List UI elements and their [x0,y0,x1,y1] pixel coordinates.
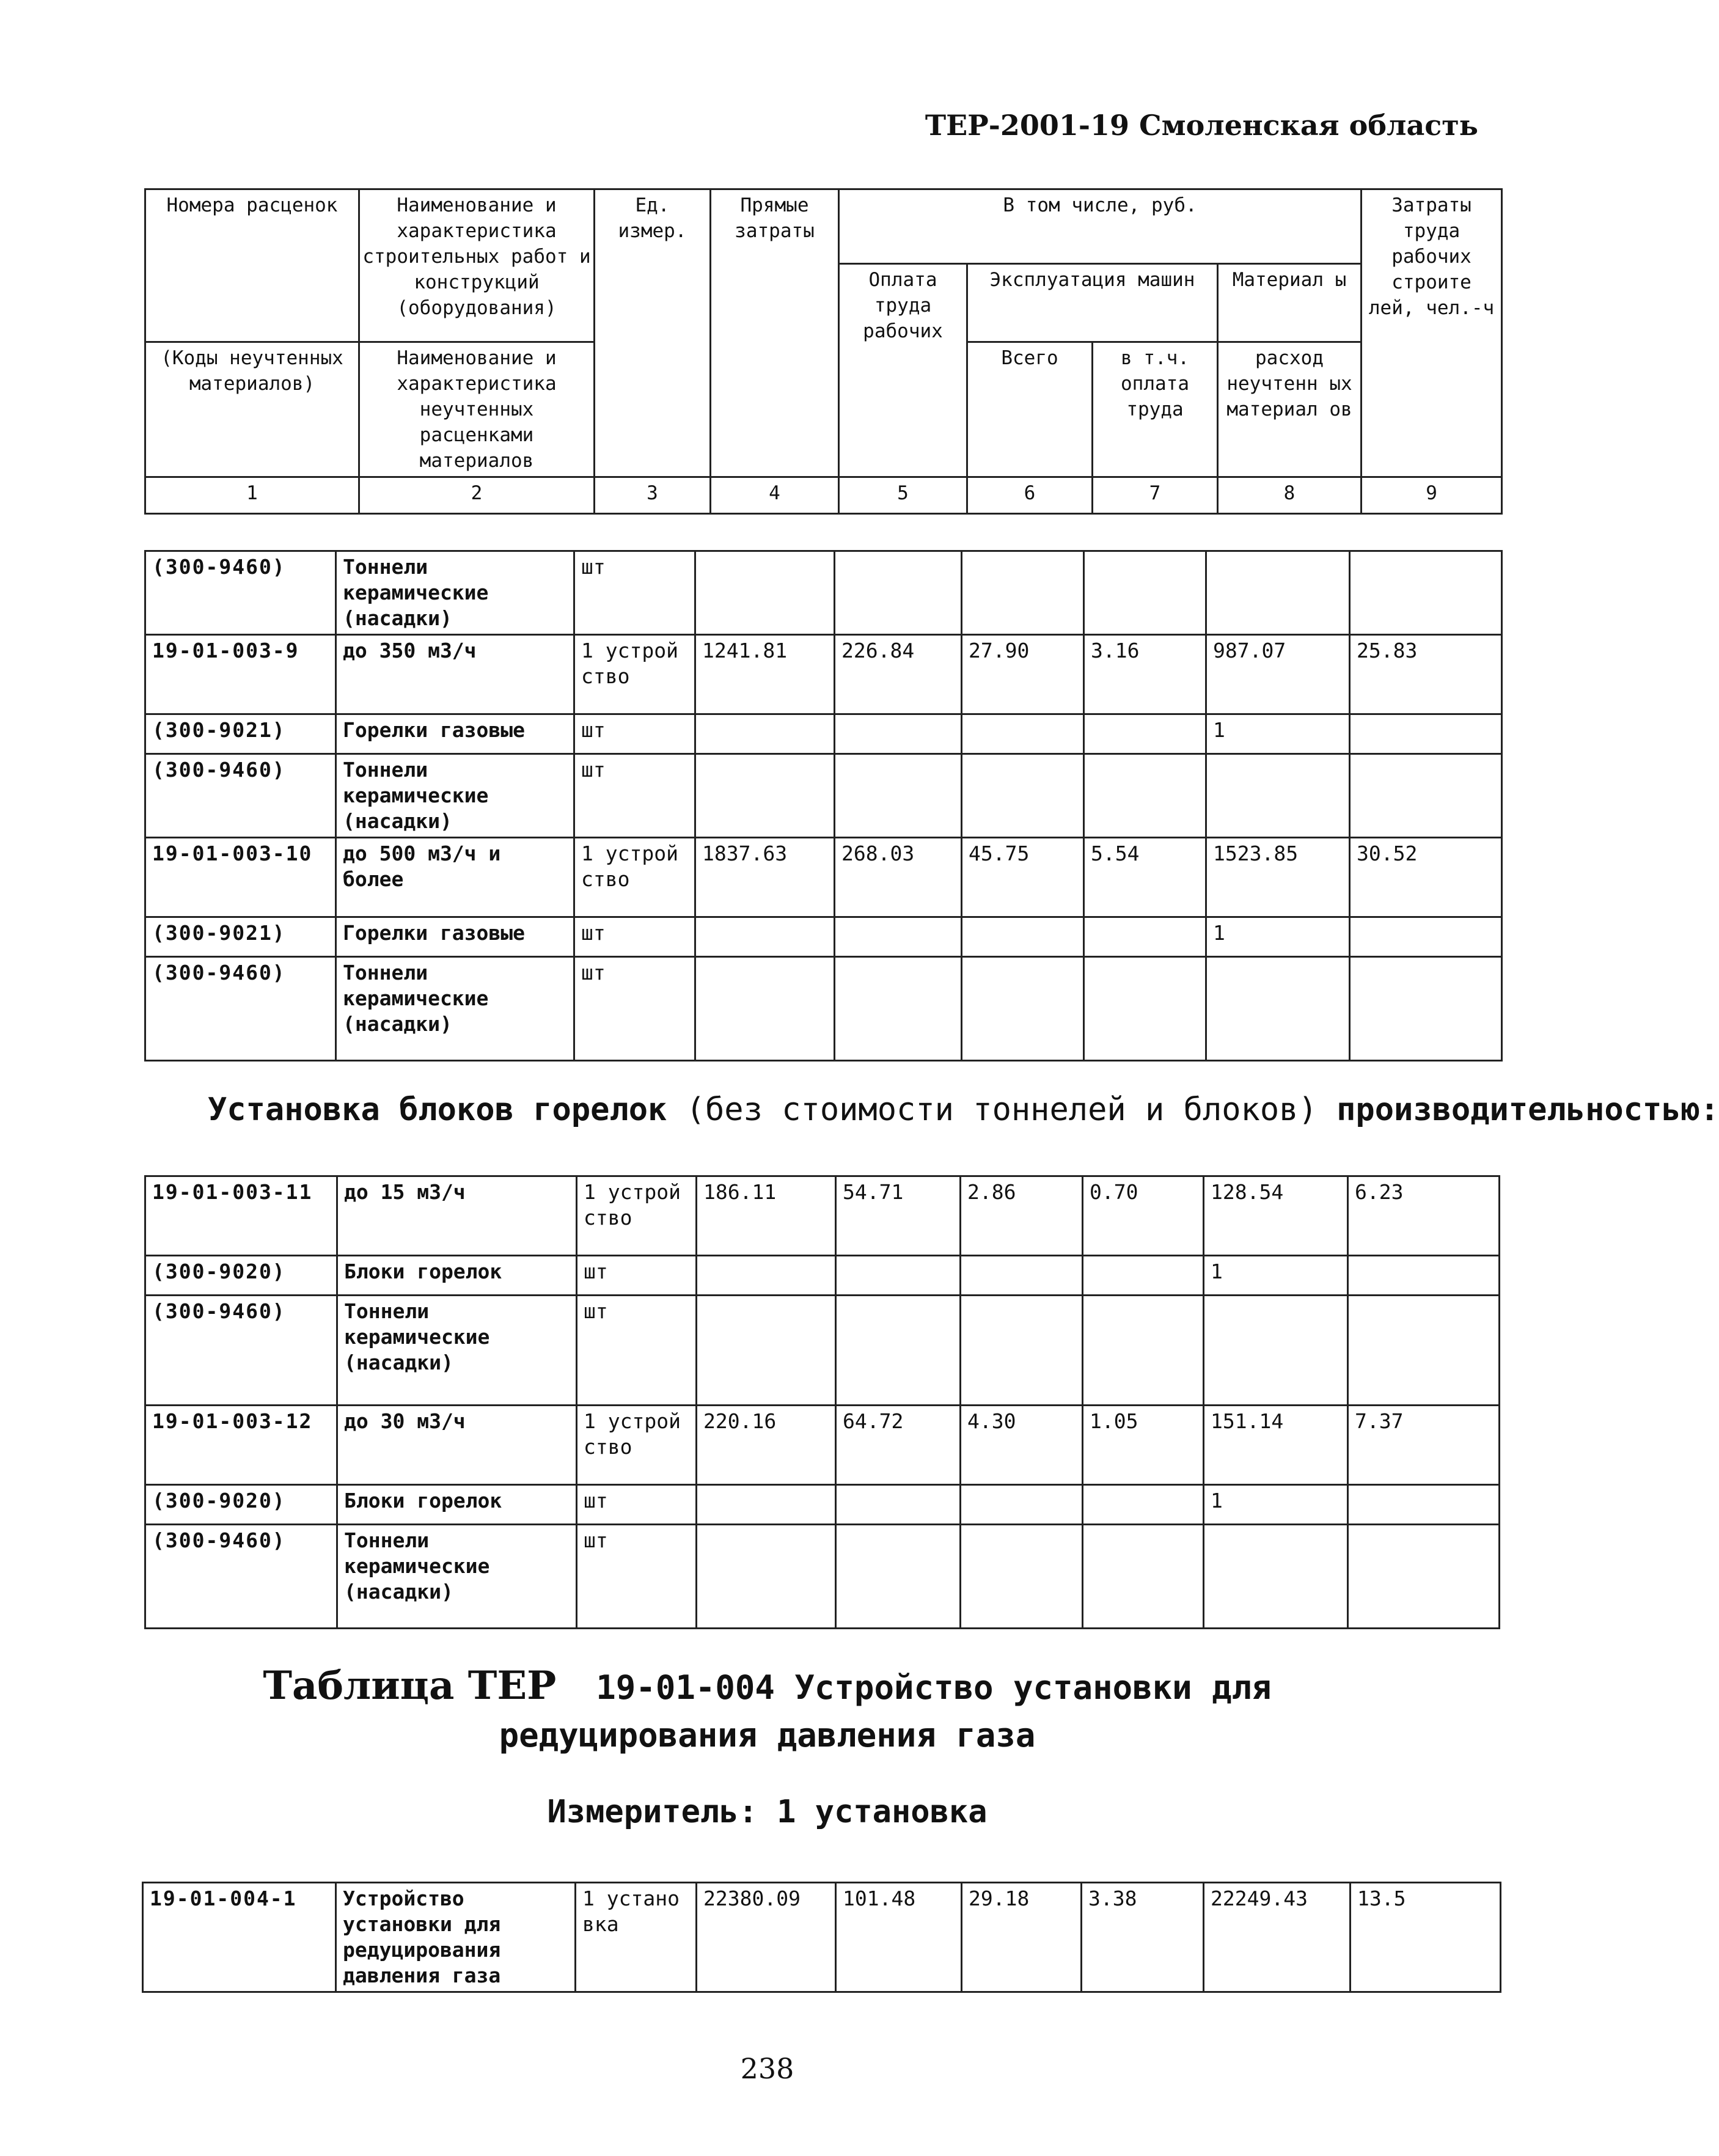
page-number: 238 [740,2052,794,2085]
table-cell: Горелки газовые [336,917,574,957]
table-cell: Тоннели керамические (насадки) [336,754,574,838]
table-row [145,838,1502,917]
table-cell: шт [574,714,695,754]
table-row [145,1406,1500,1485]
header-col8-top: Материал ы [1218,264,1362,342]
table-cell: 22380.09 [697,1883,836,1992]
table-cell: 7.37 [1348,1406,1500,1485]
table-cell: шт [574,754,695,838]
table-cell [695,754,835,838]
table-cell [835,754,962,838]
table-cell [835,957,962,1061]
table-cell [836,1256,961,1296]
table-row [143,1883,1501,1992]
table-cell [1348,1296,1500,1406]
table-cell: Устройство установки для редуцирования давления газа [336,1883,576,1992]
table-cell: шт [577,1296,697,1406]
table-cell [836,1485,961,1525]
table-cell [1083,1296,1204,1406]
table-cell [1206,754,1350,838]
table-row [145,1256,1500,1296]
table-cell: (300-9460) [145,754,336,838]
table-cell [1204,1296,1348,1406]
table-cell [697,1296,836,1406]
table-cell [961,1485,1083,1525]
table-cell: до 500 м3/ч и более [336,838,574,917]
table-cell: 6.23 [1348,1176,1500,1256]
table-cell: 19-01-003-12 [145,1406,337,1485]
header-number: 2 [359,477,595,514]
table-cell [695,551,835,635]
table-cell: шт [577,1256,697,1296]
table-cell [1350,551,1502,635]
table-cell: 1 [1206,917,1350,957]
table-cell [962,917,1084,957]
table-cell: 1837.63 [695,838,835,917]
table-cell: 1 [1204,1256,1348,1296]
table-cell: Горелки газовые [336,714,574,754]
rates-table-2 [144,1175,1500,1629]
table-cell [1084,754,1206,838]
table-cell: 101.48 [836,1883,962,1992]
table-row [145,1176,1500,1256]
table-title [0,1662,1534,1759]
table-cell [1206,957,1350,1061]
table-cell: 19-01-003-9 [145,635,336,714]
table-row [145,957,1502,1061]
table-cell: 13.5 [1351,1883,1501,1992]
table-cell: Блоки горелок [337,1256,577,1296]
header-col2-top: Наименование и характеристика строительных работ и конструкций (оборудования) [359,189,595,342]
table-cell [962,754,1084,838]
table-cell: 226.84 [835,635,962,714]
table-cell: 45.75 [962,838,1084,917]
table-cell [1348,1256,1500,1296]
table-cell: 268.03 [835,838,962,917]
table-cell [1083,1485,1204,1525]
table-cell [961,1296,1083,1406]
table-cell: 1 устрой ство [577,1406,697,1485]
header-col7: в т.ч. оплата труда [1093,342,1218,477]
table-title-prefix: Таблица ТЕР [263,1663,557,1709]
table-cell: 19-01-004-1 [143,1883,336,1992]
table-cell: 2.86 [961,1176,1083,1256]
table-cell [1084,714,1206,754]
table-cell [695,957,835,1061]
table-cell [1350,754,1502,838]
header-number: 7 [1093,477,1218,514]
table-cell: 5.54 [1084,838,1206,917]
table-row [145,635,1502,714]
table-cell: 27.90 [962,635,1084,714]
table-row [145,1296,1500,1406]
table-cell: 64.72 [836,1406,961,1485]
table-cell: 220.16 [697,1406,836,1485]
table-cell [1350,917,1502,957]
table-cell: 25.83 [1350,635,1502,714]
table-cell [1348,1485,1500,1525]
table-cell: (300-9460) [145,957,336,1061]
header-col1-top: Номера расценок [145,189,359,264]
table-cell [695,917,835,957]
table-cell: шт [577,1485,697,1525]
header-col6-7-group: Эксплуатация машин [967,264,1218,342]
table-row [145,1485,1500,1525]
table-cell [836,1525,961,1629]
table-cell: (300-9021) [145,917,336,957]
header-table [144,188,1503,515]
table-cell: 30.52 [1350,838,1502,917]
measure-unit: Измеритель: 1 установка [547,1794,988,1830]
table-row [145,754,1502,838]
section-title [208,1089,1719,1131]
table-cell: 987.07 [1206,635,1350,714]
table-cell: 19-01-003-10 [145,838,336,917]
table-cell: 1 [1206,714,1350,754]
table-cell: до 30 м3/ч [337,1406,577,1485]
header-number-row [145,477,1502,514]
table-cell [697,1525,836,1629]
table-cell [835,917,962,957]
table-row [145,917,1502,957]
table-cell: (300-9020) [145,1256,337,1296]
table-cell [1350,714,1502,754]
table-cell [962,551,1084,635]
header-number: 8 [1218,477,1362,514]
table-cell: 1 устрой ство [577,1176,697,1256]
table-cell [1206,551,1350,635]
table-title-line2: редуцирования давления газа [499,1716,1036,1755]
table-cell [962,714,1084,754]
section-title-bold: Установка блоков горелок [208,1091,667,1128]
table-cell: 4.30 [961,1406,1083,1485]
header-number: 5 [839,477,967,514]
table-cell: шт [574,551,695,635]
header-col9: Затраты труда рабочих строите лей, чел.-ч [1362,189,1502,477]
table-cell: 186.11 [697,1176,836,1256]
page-header: ТЕР-2001-19 Смоленская область [925,109,1478,142]
section-title-normal: (без стоимости тоннелей и блоков) [667,1091,1337,1128]
table-cell: 1 [1204,1485,1348,1525]
table-row [145,1525,1500,1629]
header-col1-spacer [145,264,359,342]
header-number: 3 [595,477,711,514]
header-number: 1 [145,477,359,514]
table-cell: 54.71 [836,1176,961,1256]
table-cell [835,551,962,635]
table-cell: 1523.85 [1206,838,1350,917]
header-col8-bottom: расход неучтенн ых материал ов [1218,342,1362,477]
header-col3: Ед. измер. [595,189,711,477]
header-col4: Прямые затраты [711,189,839,477]
table-row [145,714,1502,754]
table-cell: (300-9021) [145,714,336,754]
table-cell: Тоннели керамические (насадки) [337,1296,577,1406]
section-title-bold-2: производительностью: [1336,1091,1719,1128]
table-cell: 151.14 [1204,1406,1348,1485]
table-cell: 19-01-003-11 [145,1176,337,1256]
header-number: 6 [967,477,1093,514]
table-cell [961,1256,1083,1296]
table-cell: (300-9460) [145,551,336,635]
table-cell [1084,551,1206,635]
rates-table-1 [144,550,1503,1062]
table-cell: до 15 м3/ч [337,1176,577,1256]
table-cell [1348,1525,1500,1629]
table-cell [835,714,962,754]
table-cell [1083,1525,1204,1629]
table-cell: 3.38 [1082,1883,1204,1992]
table-cell: (300-9460) [145,1525,337,1629]
table-cell: 29.18 [962,1883,1082,1992]
header-col6: Всего [967,342,1093,477]
table-cell [961,1525,1083,1629]
table-cell [697,1485,836,1525]
table-cell: 1 устрой ство [574,838,695,917]
header-number: 4 [711,477,839,514]
table-cell [1083,1256,1204,1296]
table-cell: 0.70 [1083,1176,1204,1256]
table-cell: 3.16 [1084,635,1206,714]
table-cell [1350,957,1502,1061]
table-cell [1204,1525,1348,1629]
header-number: 9 [1362,477,1502,514]
table-cell: Тоннели керамические (насадки) [337,1525,577,1629]
table-cell [697,1256,836,1296]
table-cell [836,1296,961,1406]
table-cell: 1 устано вка [576,1883,697,1992]
table-cell: до 350 м3/ч [336,635,574,714]
table-cell: Блоки горелок [337,1485,577,1525]
header-group: В том числе, руб. [839,189,1362,264]
header-col1-bottom: (Коды неучтенных материалов) [145,342,359,477]
table-cell [962,957,1084,1061]
table-cell: 128.54 [1204,1176,1348,1256]
table-cell: (300-9020) [145,1485,337,1525]
table-cell [1084,957,1206,1061]
table-cell: шт [574,917,695,957]
table-row [145,551,1502,635]
table-cell: 1.05 [1083,1406,1204,1485]
table-cell: 1 устрой ство [574,635,695,714]
table-cell: шт [574,957,695,1061]
table-cell: 22249.43 [1204,1883,1351,1992]
table-cell: 1241.81 [695,635,835,714]
table-cell: Тоннели керамические (насадки) [336,957,574,1061]
table-cell: (300-9460) [145,1296,337,1406]
table-title-line1: 19-01-004 Устройство установки для [596,1668,1272,1707]
table-cell [1084,917,1206,957]
header-col2-bottom: Наименование и характеристика неучтенных расценками материалов [359,342,595,477]
table-cell: Тоннели керамические (насадки) [336,551,574,635]
table-cell: шт [577,1525,697,1629]
table-cell [695,714,835,754]
header-col5: Оплата труда рабочих [839,264,967,477]
rates-table-3 [142,1882,1501,1993]
